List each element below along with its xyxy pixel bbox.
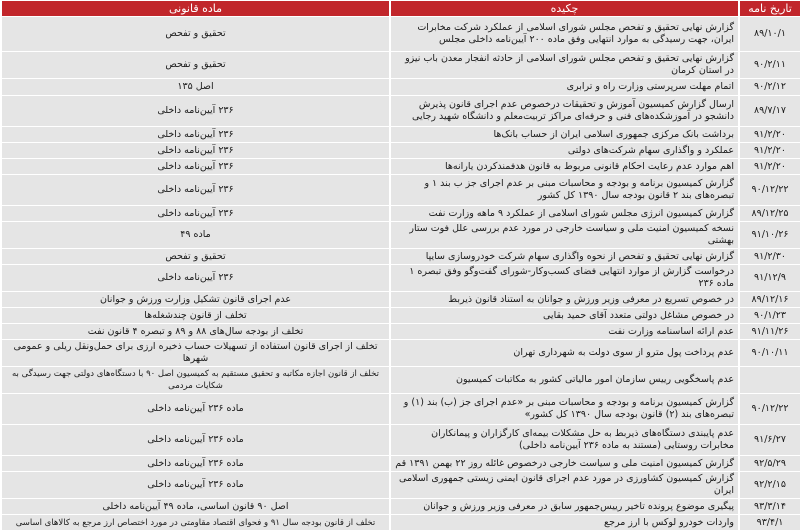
cell-date <box>738 367 800 393</box>
cell-article: ماده ۲۳۶ آیین‌نامه داخلی <box>0 394 389 424</box>
cell-article: ۲۳۶ آیین‌نامه داخلی <box>0 206 389 221</box>
table-row <box>0 499 800 514</box>
table-row <box>0 96 800 126</box>
cell-date: ۹۱/۲/۳۰ <box>738 249 800 264</box>
table-row <box>0 367 800 393</box>
cell-date: ۸۹/۱۰/۱ <box>738 17 800 51</box>
cell-date: ۹۰/۲/۱۱ <box>738 52 800 78</box>
cell-summary: عدم پایبندی دستگاه‌های ذیربط به حل مشکلات بیمه‌ای کارگزاران و پیمانکاران مخابرات روستایی (مستند به ماده ۲۳۶ آیین‌نامه داخلی) <box>389 425 738 455</box>
cell-article: تخلف از قانون چندشغله‌ها <box>0 308 389 323</box>
cell-date: ۹۱/۱۲/۹ <box>738 265 800 291</box>
table-row <box>0 249 800 264</box>
cell-date: ۸۹/۱۲/۱۶ <box>738 292 800 307</box>
cell-article: تخلف از بودجه سال‌های ۸۸ و ۸۹ و تبصره ۴ قانون نفت <box>0 324 389 339</box>
cell-summary: اهم موارد عدم رعایت احکام قانونی مربوط به قانون هدفمندکردن یارانه‌ها <box>389 159 738 174</box>
table-header-row <box>0 1 800 16</box>
cell-summary: عدم پاسخگویی رییس سازمان امور مالیاتی کشور به مکاتبات کمیسیون <box>389 367 738 393</box>
cell-article: تحقیق و تفحص <box>0 249 389 264</box>
cell-date: ۹۱/۲/۲۰ <box>738 143 800 158</box>
header-date: تاریخ نامه <box>738 1 800 16</box>
cell-date: ۹۳/۳/۱۴ <box>738 499 800 514</box>
cell-summary: در خصوص تسریع در معرفی وزیر ورزش و جوانان به استناد قانون ذیربط <box>389 292 738 307</box>
cell-summary: درخواست گزارش از موارد انتهایی فضای کسب‌وکار-شورای گفت‌وگو وفق تبصره ۱ ماده ۲۳۶ <box>389 265 738 291</box>
cell-date: ۹۰/۲/۱۲ <box>738 79 800 95</box>
cell-article: تخلف از اجرای قانون استفاده از تسهیلات حساب ذخیره ارزی برای حمل‌ونقل ریلی و عمومی شهرها <box>0 340 389 366</box>
cell-date: ۸۹/۱۲/۲۵ <box>738 206 800 221</box>
table-row <box>0 17 800 51</box>
table-row <box>0 425 800 455</box>
cell-article: اصل ۹۰ قانون اساسی، ماده ۴۹ آیین‌نامه داخلی <box>0 499 389 514</box>
cell-summary: عملکرد و واگذاری سهام شرکت‌های دولتی <box>389 143 738 158</box>
table-row <box>0 159 800 174</box>
cell-article: تخلف از قانون اجازه مکاتبه و تحقیق مستقیم به کمیسیون اصل ۹۰ با دستگاه‌های دولتی جهت رسیدگی به شکایات مردمی <box>0 367 389 393</box>
cell-summary: ارسال گزارش کمیسیون آموزش و تحقیقات درخصوص عدم اجرای قانون پذیرش دانشجو در آموزشکده‌های فنی و حرفه‌ای مراکز تربیت‌معلم و دانشگاه شهید رجایی <box>389 96 738 126</box>
cell-article: ۲۳۶ آیین‌نامه داخلی <box>0 175 389 205</box>
cell-summary: گزارش کمیسیون انرژی مجلس شورای اسلامی از عملکرد ۹ ماهه وزارت نفت <box>389 206 738 221</box>
cell-date: ۹۱/۱۱/۲۶ <box>738 324 800 339</box>
cell-summary: عدم ارائه اساسنامه وزارت نفت <box>389 324 738 339</box>
cell-article: ۲۳۶ آیین‌نامه داخلی <box>0 127 389 142</box>
cell-article: ۲۳۶ آیین‌نامه داخلی <box>0 96 389 126</box>
table-row <box>0 324 800 339</box>
cell-date: ۹۱/۲/۲۰ <box>738 159 800 174</box>
table-row <box>0 308 800 323</box>
table-row <box>0 394 800 424</box>
table-row <box>0 143 800 158</box>
cell-date: ۹۱/۶/۲۷ <box>738 425 800 455</box>
cell-summary: پیگیری موضوع پرونده تاخیر رییس‌جمهور سابق در معرفی وزیر ورزش و جوانان <box>389 499 738 514</box>
cell-article: ماده ۲۳۶ آیین‌نامه داخلی <box>0 456 389 471</box>
cell-summary: عدم پرداخت پول مترو از سوی دولت به شهرداری تهران <box>389 340 738 366</box>
cell-summary: نسخه کمیسیون امنیت ملی و سیاست خارجی در مورد عدم بررسی علل فوت ستار بهشتی <box>389 222 738 248</box>
table-row <box>0 515 800 530</box>
cell-article: تخلف از قانون بودجه سال ۹۱ و فحوای اقتصاد مقاومتی در مورد اختصاص ارز مرجع به کالاهای اساسی <box>0 515 389 530</box>
cell-article: ۲۳۶ آیین‌نامه داخلی <box>0 265 389 291</box>
cell-summary: اتمام مهلت سرپرستی وزارت راه و ترابری <box>389 79 738 95</box>
cell-article: ماده ۲۳۶ آیین‌نامه داخلی <box>0 425 389 455</box>
header-summary: چکیده <box>389 1 738 16</box>
cell-article: تحقیق و تفحص <box>0 52 389 78</box>
cell-article: ماده ۲۳۶ آیین‌نامه داخلی <box>0 472 389 498</box>
table-row <box>0 340 800 366</box>
cell-summary: برداشت بانک مرکزی جمهوری اسلامی ایران از حساب بانک‌ها <box>389 127 738 142</box>
cell-summary: واردات خودرو لوکس با ارز مرجع <box>389 515 738 530</box>
cell-summary: گزارش نهایی تحقیق و تفحص مجلس شورای اسلامی از حادثه انفجار معدن باب نیزو در استان کرمان <box>389 52 738 78</box>
cell-date: ۹۰/۱/۲۳ <box>738 308 800 323</box>
table-row <box>0 127 800 142</box>
cell-article: ۲۳۶ آیین‌نامه داخلی <box>0 143 389 158</box>
header-article: ماده قانونی <box>0 1 389 16</box>
cell-article: تحقیق و تفحص <box>0 17 389 51</box>
table-row <box>0 52 800 78</box>
table-row <box>0 472 800 498</box>
cell-summary: گزارش نهایی تحقیق و تفحص از نحوه واگذاری سهام شرکت خودروسازی سایپا <box>389 249 738 264</box>
cell-date: ۹۱/۲/۲۰ <box>738 127 800 142</box>
cell-date: ۹۰/۱۲/۲۲ <box>738 394 800 424</box>
cell-date: ۸۹/۷/۱۷ <box>738 96 800 126</box>
cell-date: ۹۲/۵/۲۹ <box>738 456 800 471</box>
cell-summary: گزارش کمیسیون برنامه و بودجه و محاسبات مبنی بر عدم اجرای جز ب بند ۱ و تبصره‌های بند ۲ قانون بودجه سال ۱۳۹۰ کل کشور <box>389 175 738 205</box>
cell-date: ۹۳/۴/۱ <box>738 515 800 530</box>
table-row <box>0 222 800 248</box>
table-row <box>0 265 800 291</box>
table-row <box>0 206 800 221</box>
cell-summary: گزارش کمیسیون برنامه و بودجه و محاسبات مبنی بر «عدم اجرای جز (ب) بند (۱) و تبصره‌های بند (۲) قانون بودجه سال ۱۳۹۰ کل کشور» <box>389 394 738 424</box>
cell-date: ۹۰/۱۰/۱۱ <box>738 340 800 366</box>
cell-summary: گزارش نهایی تحقیق و تفحص مجلس شورای اسلامی از عملکرد شرکت مخابرات ایران، جهت رسیدگی به موارد انتهایی وفق ماده ۲۰۰ آیین‌نامه داخلی مجلس <box>389 17 738 51</box>
table-row <box>0 175 800 205</box>
cell-summary: در خصوص مشاغل دولتی متعدد آقای حمید بقایی <box>389 308 738 323</box>
cell-summary: گزارش کمیسیون امنیت ملی و سیاست خارجی درخصوص غائله روز ۲۲ بهمن ۱۳۹۱ قم <box>389 456 738 471</box>
cell-date: ۹۰/۱۲/۲۲ <box>738 175 800 205</box>
cell-article: ۲۳۶ آیین‌نامه داخلی <box>0 159 389 174</box>
cell-article: اصل ۱۳۵ <box>0 79 389 95</box>
cell-article: عدم اجرای قانون تشکیل وزارت ورزش و جوانان <box>0 292 389 307</box>
cell-article: ماده ۴۹ <box>0 222 389 248</box>
cell-date: ۹۲/۲/۱۵ <box>738 472 800 498</box>
table-row <box>0 456 800 471</box>
table-row <box>0 292 800 307</box>
cell-date: ۹۱/۱۰/۲۶ <box>738 222 800 248</box>
cell-summary: گزارش کمیسیون کشاورزی در مورد عدم اجرای قانون ایمنی زیستی جمهوری اسلامی ایران <box>389 472 738 498</box>
table-row <box>0 79 800 95</box>
